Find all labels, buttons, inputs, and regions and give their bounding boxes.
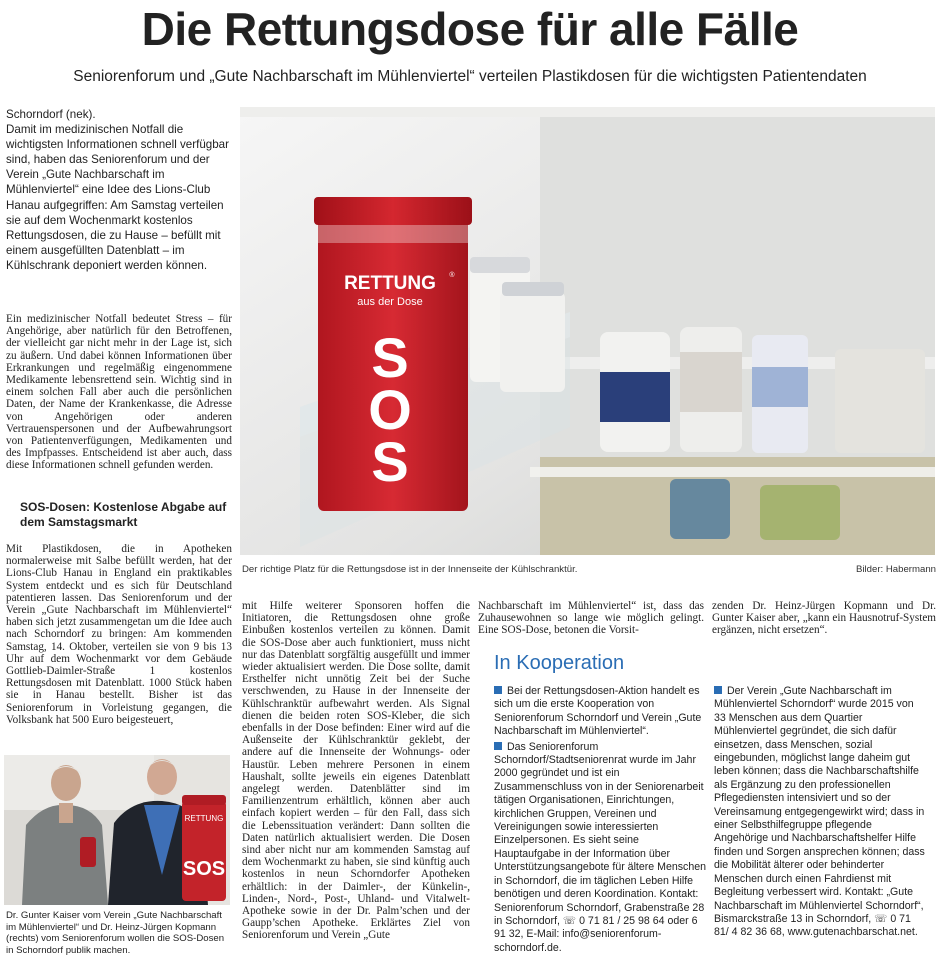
can-label-sos-1: S xyxy=(371,326,409,389)
body-column-3: Nachbarschaft im Mühlenviertel“ ist, dass das Zuhausewohnen so lange wie möglich gelingt. Eine SOS-Dose, betonen die Vorsit- xyxy=(478,600,704,637)
can-label-subtitle: aus der Dose xyxy=(357,296,423,308)
photo-fridge xyxy=(240,107,935,555)
body-paragraph-2: Mit Plastikdosen, die in Apotheken normalerweise mit Salbe befüllt werden, hat der Lions-Club Hanau in England ein praktikables System entdeckt und es sich für Deutschland patentieren lassen. Das Seniorenforum und der Verein „Gute Nachbarschaft im Mühlenviertel“ haben sich jetzt zusammengetan um die Idee auch nach Schorndorf zu bringen: Am kommenden Samstag, 14. Oktober, verteilen sie von 9 bis 13 Uhr auf dem Wochenmarkt vor dem Gebäude Gottlieb-Daimler-Straße 1 kostenlos Rettungsdosen mit Datenblatt. 1000 Stück haben sie in Hanau bestellt. Bisher ist das Seniorenforum in Vorleistung gegangen, die Volksbank hat 500 Euro beigesteuert, xyxy=(6,543,232,726)
bullet-square-icon xyxy=(714,686,722,694)
photo-caption-fridge: Der richtige Platz für die Rettungsdose ist in der Innenseite der Kühlschranktür. xyxy=(242,564,578,575)
info-box-paragraph: Das Seniorenforum Schorndorf/Stadtseniorenrat wurde im Jahr 2000 gegründet und ist ein Zusammenschluss von in der Seniorenarbeit tätigen Organisationen, Einrichtungen, kirchlichen Gruppen, Vereinen und Vereinigungen sowie interessierten Einzelpersonen. Es sieht seine Hauptaufgabe in der Information über Unterstützungsangebote für ältere Menschen in Schorndorf, die im täglichen Leben Hilfe benötigen und deren Koordination. Kontakt: Seniorenforum Schorndorf, Grabenstraße 28 in Schorndorf, ☏ 0 71 81 / 25 98 64 oder 6 91 32, E-Mail: info@seniorenforum-schorndorf.de. xyxy=(494,740,707,954)
photo-credit: Bilder: Habermann xyxy=(856,564,936,575)
lead-text: Damit im medizinischen Notfall die wichtigsten Informationen schnell verfügbar sind, haben das Seniorenforum und der Verein „Gute Nachbarschaft im Mühlenviertel“ eine Idee des Lions-Club Hanau aufgegriffen: Am Samstag verteilen sie auf dem Wochenmarkt kostenlos Rettungsdosen, die zu Hause – befüllt mit einem ausgefüllten Datenblatt – im Kühlschrank deponiert werden können. xyxy=(6,123,229,272)
info-box-kooperation xyxy=(478,640,938,965)
small-can-label: RETTUNG xyxy=(184,814,224,823)
info-box-column-2 xyxy=(714,685,928,942)
info-box-paragraph: Bei der Rettungsdosen-Aktion handelt es sich um die erste Kooperation von Seniorenforum Schorndorf und Verein „Gute Nachbarschaft im Mühlenviertel“. xyxy=(494,685,702,738)
dateline: Schorndorf (nek). xyxy=(6,108,96,121)
can-label-sos-3: S xyxy=(371,430,409,493)
info-box-column-1 xyxy=(494,685,708,957)
section-subhead: SOS-Dosen: Kostenlose Abgabe auf dem Samstagsmarkt xyxy=(20,500,227,529)
small-can-sos: SOS xyxy=(182,858,226,880)
body-column-4: zenden Dr. Heinz-Jürgen Kopmann und Dr. Gunter Kaiser aber, „kann ein Hausnotruf-System ergänzen, nicht ersetzen“. xyxy=(712,600,936,637)
can-label-rettung: RETTUNG xyxy=(344,273,436,294)
can-label-registered: ® xyxy=(449,272,455,279)
bullet-square-icon xyxy=(494,686,502,694)
lead-paragraph xyxy=(6,107,234,273)
info-box-paragraph: Der Verein „Gute Nachbarschaft im Mühlenviertel Schorndorf“ wurde 2015 von 33 Menschen aus dem Quartier Mühlenviertel gegründet, die sich dafür einsetzen, dass Menschen, sozial eingebunden, möglichst lange daheim gut leben können; dass die Nachbarschaftshilfe als Ergänzung zu den professionellen Pflegediensten intensiviert und so der Vereinsamung entgegengewirkt wird; dass in einer Selbsthilfegruppe pflegende Angehörige und Nachbarschaftshelfer Hilfe finden und Sorgen ansprechen können; dass die Mobilität älterer oder behinderter Menschen durch einen Fahrdienst mit Begleitung verbessert wird. Kontakt: „Gute Nachbarschaft im Mühlenviertel Schorndorf“, Bismarckstraße 13 in Schorndorf, ☏ 0 71 81/ 4 82 36 68, www.gutenachbarschat.net. xyxy=(714,685,925,939)
photo-caption-two-men: Dr. Gunter Kaiser vom Verein „Gute Nachbarschaft im Mühlenviertel“ und Dr. Heinz-Jürgen Kopmann (rechts) vom Seniorenforum wollen die SOS-Dosen in Schorndorf publik machen. xyxy=(6,910,225,956)
bullet-square-icon xyxy=(494,742,502,750)
photo-two-men xyxy=(4,755,230,905)
body-paragraph-1: Ein medizinischer Notfall bedeutet Stress – für Angehörige, aber natürlich für den Betroffenen, der vielleicht gar nicht mehr in der Lage ist, sich zu äußern. Und dabei können Informationen über Erkrankungen und regelmäßig eingenommene Medikamente lebensrettend sein. Wichtig sind in einem solchen Fall aber auch die persönlichen Daten, der Name der Krankenkasse, die Adresse von Angehörigen oder anderen Vertrauenspersonen und der Aufbewahrungsort von Patientenverfügungen, Medikamenten und des Impfpasses. Entscheidend ist aber auch, dass diese Informationen schnell gefunden werden. xyxy=(6,313,232,472)
info-box-title: In Kooperation xyxy=(494,652,625,674)
headline: Die Rettungsdose für alle Fälle xyxy=(141,3,799,55)
can-label-sos-2: O xyxy=(368,378,412,441)
body-column-2: mit Hilfe weiterer Sponsoren hoffen die Initiatoren, die Rettungsdosen ohne große Einbußen kostenlos verteilen zu können. Damit die SOS-Dose aber auch funktioniert, muss nicht nur das Datenblatt sorgfältig ausgefüllt und immer wieder aktualisiert werden. Die Dose sollte, damit Ersthelfer nicht unnötig Zeit bei der Suche verschwenden, zu Hause in der Innenseite der Kühlschranktür aufbewahrt werden. Als Signal dienen die beiden roten SOS-Kleber, die sich ebenfalls in der Dose befinden: Einer wird auf die Außenseite der Kühlschranktür geklebt, der andere auf die Innenseite der Wohnungs- oder Haustür. Leben mehrere Personen in einem Haushalt, sollte jeweils ein eigenes Datenblatt angelegt werden. Datenblätter sind im Familienzentrum erhältlich, können aber auch einfach kopiert werden – für den Fall, dass sich die Lebenssituation verändert: Dann sollten die Daten natürlich aktualisiert werden. Die Dosen sind aber nicht nur am kommenden Samstag auf dem Wochenmarkt zu haben, sie sind künftig auch kostenlos in neun Schorndorfer Apotheken erhältlich: in der Daimler-, der Künkelin-, Linden-, Nord-, Post-, Uhland- und Vitalwelt-Apotheke sowie in der Dr. Palm’schen und der Gaupp’schen Apotheke. Erklärtes Ziel von Seniorenforum und Verein „Gute xyxy=(242,600,470,942)
subheadline: Seniorenforum und „Gute Nachbarschaft im Mühlenviertel“ verteilen Plastikdosen für die wichtigsten Patientendaten xyxy=(73,68,867,85)
